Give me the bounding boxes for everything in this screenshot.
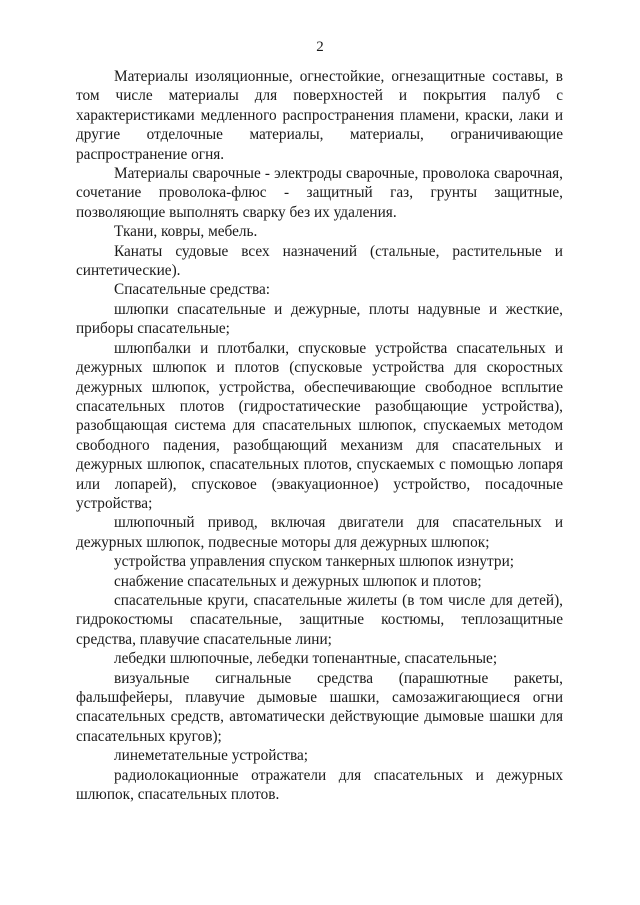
paragraph: Канаты судовые всех назначений (стальные, растительные и синтетические). <box>76 242 563 280</box>
paragraph: Материалы сварочные - электроды сварочные, проволока сварочная, сочетание проволока-флюс - защитный газ, грунты защитные, позволяющие выполнять сварку без их удаления. <box>76 165 563 221</box>
paragraph: шлюпбалки и плотбалки, спусковые устройства спасательных и дежурных шлюпок и плотов (спусковые устройства для скоростных дежурных шлюпок, устройства, обеспечивающие свободное всплытие спасательных плотов (гидростатические разобщающие устройства), разобщающая система для спасательных шлюпок, спускаемых методом свободного падения, разобщающий механизм для спасательных и дежурных шлюпок, спасательных плотов, спускаемых с помощью лопаря или лопарей), спусковое (эвакуационное) устройство, посадочные устройства; <box>76 339 563 512</box>
paragraph: лебедки шлюпочные, лебедки топенантные, спасательные; <box>114 650 498 668</box>
paragraph: Спасательные средства: <box>114 281 271 299</box>
document-body <box>76 67 563 804</box>
paragraph: шлюпки спасательные и дежурные, плоты надувные и жесткие, приборы спасательные; <box>76 300 563 338</box>
paragraph: устройства управления спуском танкерных шлюпок изнутри; <box>114 553 515 571</box>
paragraph: визуальные сигнальные средства (парашютные ракеты, фальшфейеры, плавучие дымовые шашки, самозажигающиеся огни спасательных средств, автоматически действующие дымовые шашки для спасательных кругов); <box>76 669 563 745</box>
paragraph: Ткани, ковры, мебель. <box>114 223 258 241</box>
paragraph: Материалы изоляционные, огнестойкие, огнезащитные составы, в том числе материалы для поверхностей и покрытия палуб с характеристиками медленного распространения пламени, краски, лаки и другие отделочные материалы, материалы, ограничивающие распространение огня. <box>76 68 563 163</box>
paragraph: снабжение спасательных и дежурных шлюпок и плотов; <box>114 572 482 590</box>
page-number: 2 <box>316 39 324 55</box>
paragraph: радиолокационные отражатели для спасательных и дежурных шлюпок, спасательных плотов. <box>76 766 563 804</box>
paragraph: спасательные круги, спасательные жилеты (в том числе для детей), гидрокостюмы спасательные, защитные костюмы, теплозащитные средства, плавучие спасательные лини; <box>76 591 563 648</box>
paragraph: шлюпочный привод, включая двигатели для спасательных и дежурных шлюпок, подвесные моторы для дежурных шлюпок; <box>76 514 563 551</box>
paragraph: линеметательные устройства; <box>114 747 309 765</box>
